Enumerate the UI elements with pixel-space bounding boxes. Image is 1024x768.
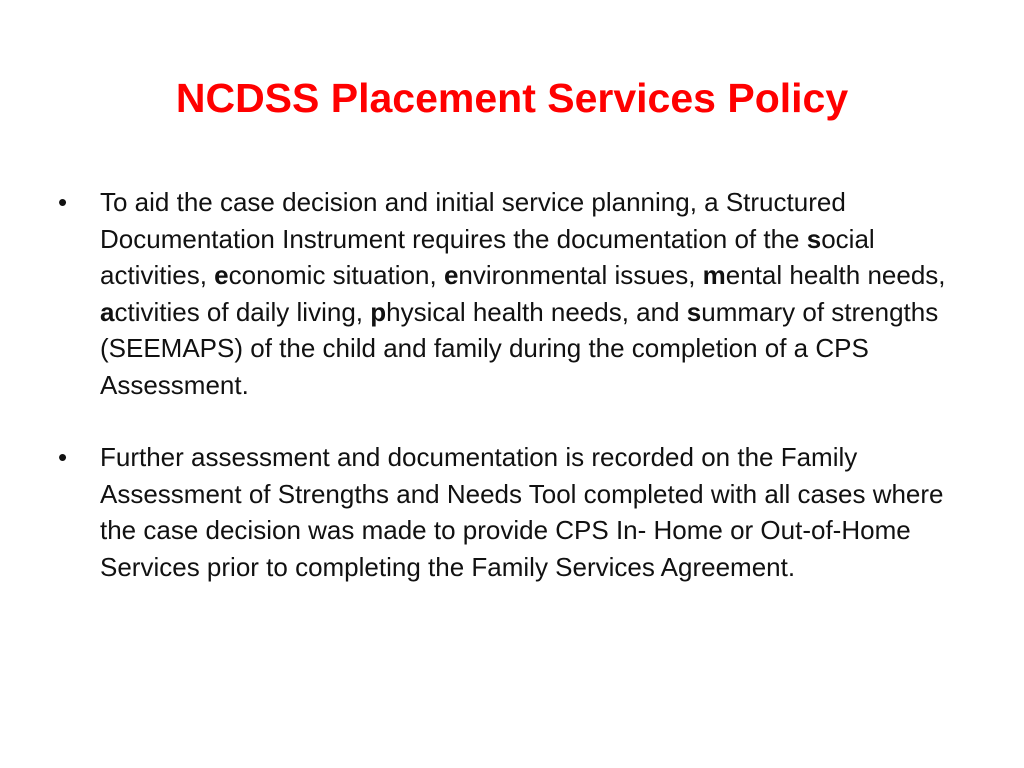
bullet-dot-icon: • [58, 187, 68, 217]
bullet-text [100, 184, 958, 403]
text-segment: ental health needs, [725, 260, 946, 290]
bullet-item-seemaps [58, 184, 958, 403]
text-segment: conomic situation, [228, 260, 444, 290]
bullet-dot-icon: • [58, 442, 68, 472]
acronym-initial: e [214, 260, 229, 290]
acronym-initial: s [686, 296, 702, 327]
bullet-text: Further assessment and documentation is recorded on the Family Assessment of Strengths and Needs Tool completed with all cases where the case decision was made to provide CPS In- Home or Out-of-Home Services prior to completing the Family Services Agreement. [100, 442, 944, 582]
acronym-initial: m [702, 260, 726, 290]
bullet-item-further-assessment [58, 439, 958, 585]
acronym-initial: p [370, 296, 387, 327]
text-segment: hysical health needs, and [386, 296, 687, 327]
acronym-initial: e [443, 260, 459, 290]
text-segment: ummary of strengths (SEEMAPS) of the child and family during the completion of a CPS Assessment. [100, 296, 939, 400]
acronym-initial: a [100, 296, 115, 327]
slide-title: NCDSS Placement Services Policy [175, 75, 849, 121]
bullet-list [58, 184, 958, 585]
text-segment: nvironmental issues, [458, 260, 703, 290]
text-segment: ctivities of daily living, [114, 296, 371, 327]
text-segment: ocial activities, [100, 223, 875, 290]
acronym-initial: s [806, 223, 822, 254]
text-segment: To aid the case decision and initial service planning, a Structured Documentation Instrument requires the documentation of the [100, 187, 846, 254]
